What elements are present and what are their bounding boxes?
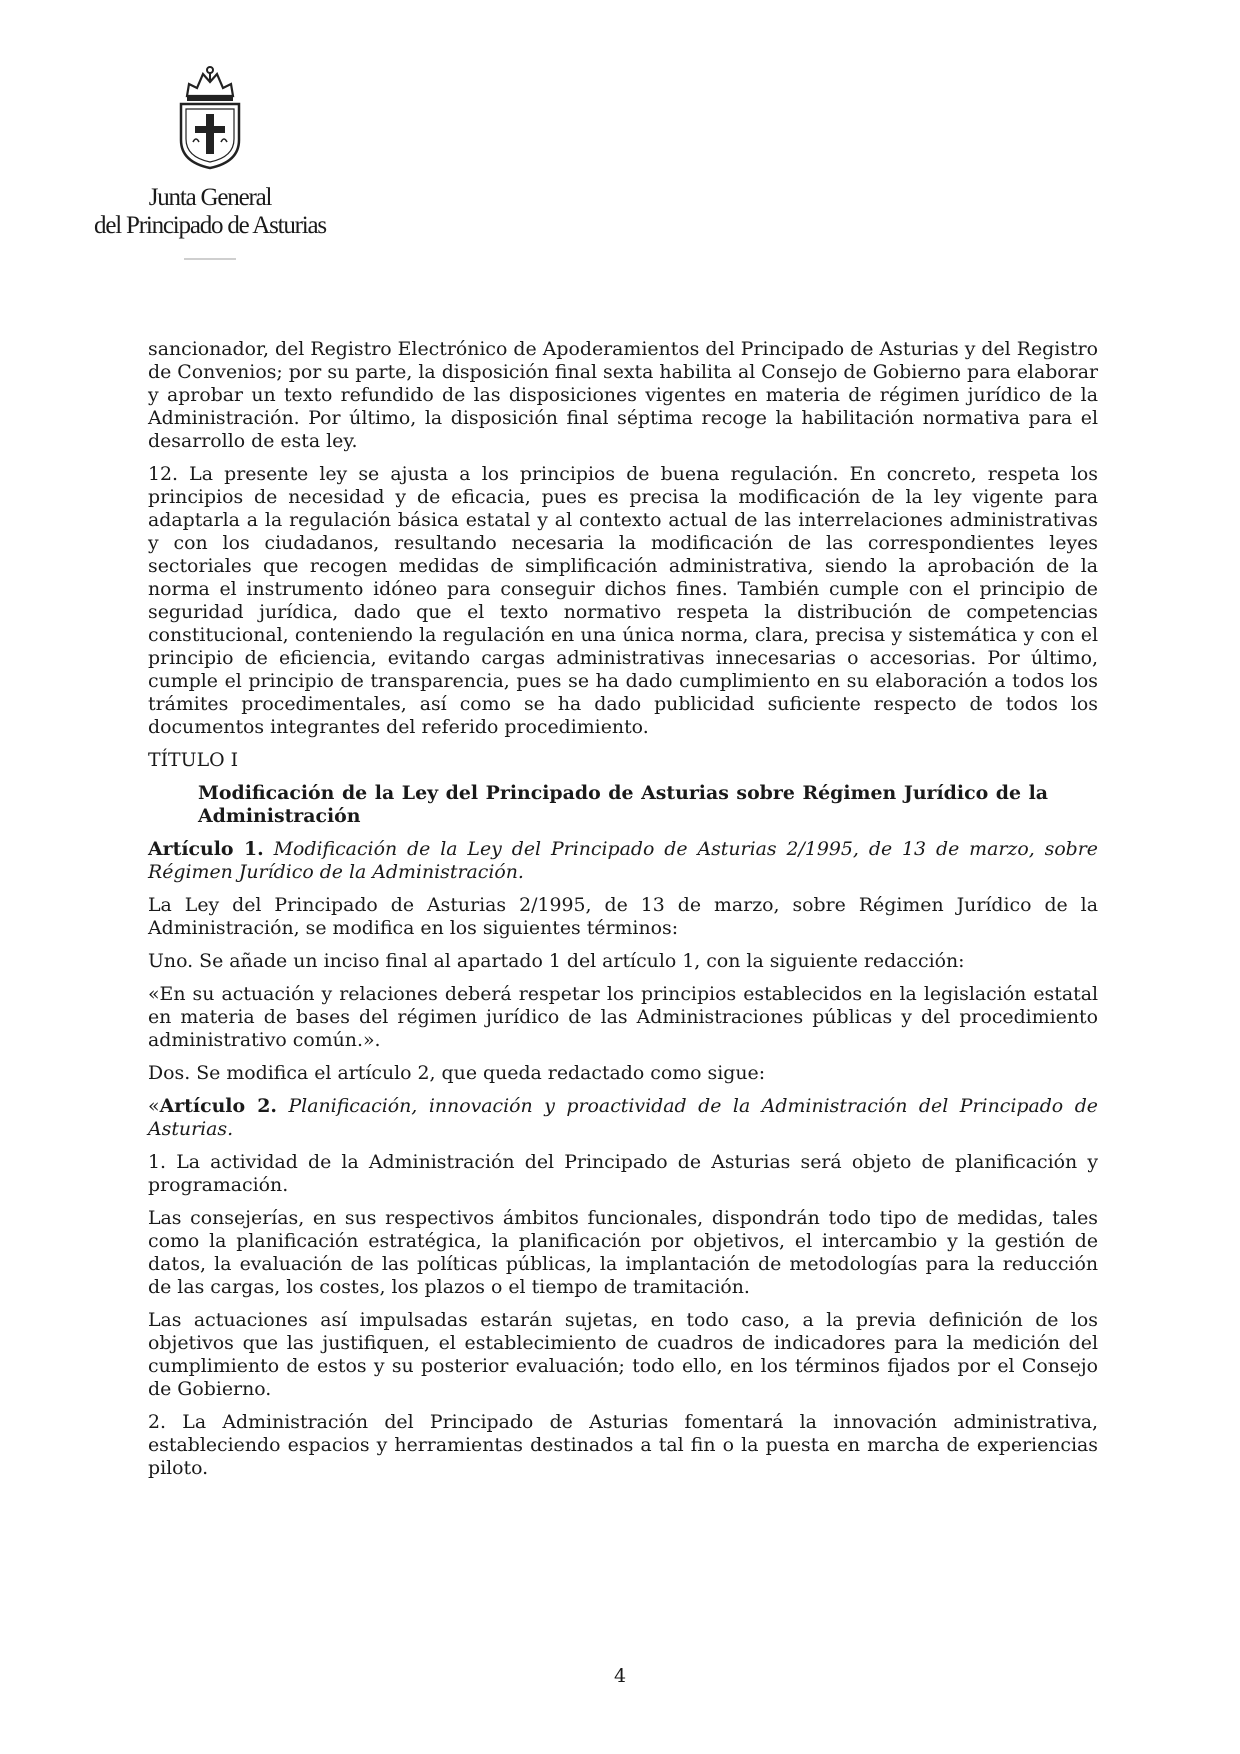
article-1-title: Modificación de la Ley del Principado de Asturias 2/1995, de 13 de marzo, sobre Régimen Jurídico de la Administración. — [148, 838, 1098, 883]
amendment-uno: Uno. Se añade un inciso final al apartado 1 del artículo 1, con la siguiente redacción: — [148, 950, 965, 972]
header-divider — [184, 258, 236, 260]
article-2-paragraph-3: Las actuaciones así impulsadas estarán sujetas, en todo caso, a la previa definición de los objetivos que las justifiquen, el establecimiento de cuadros de indicadores para la medición del cumplimiento de estos y su posterior evaluación; todo ello, en los términos fijados por el Consejo de Gobierno. — [148, 1309, 1098, 1400]
amendment-dos: Dos. Se modifica el artículo 2, que queda redactado como sigue: — [148, 1062, 766, 1084]
article-1-label: Artículo 1. — [148, 838, 264, 860]
article-1-intro: La Ley del Principado de Asturias 2/1995, de 13 de marzo, sobre Régimen Jurídico de la Administración, se modifica en los siguientes términos: — [148, 894, 1098, 939]
article-2-heading — [148, 1095, 1098, 1141]
article-2-label: Artículo 2. — [159, 1095, 277, 1117]
paragraph-continuation: sancionador, del Registro Electrónico de Apoderamientos del Principado de Asturias y del Registro de Convenios; por su parte, la disposición final sexta habilita al Consejo de Gobierno para elaborar y aprobar un texto refundido de las disposiciones vigentes en materia de régimen jurídico de la Administración. Por último, la disposición final séptima recoge la habilitación normativa para el desarrollo de esta ley. — [148, 338, 1098, 452]
org-name-line1: Junta General — [148, 184, 272, 211]
document-header — [80, 62, 340, 260]
article-2-paragraph-1: 1. La actividad de la Administración del Principado de Asturias será objeto de planificación y programación. — [148, 1151, 1098, 1196]
article-2-paragraph-4: 2. La Administración del Principado de Asturias fomentará la innovación administrativa, estableciendo espacios y herramientas destinados a tal fin o la puesta en marcha de experiencias piloto. — [148, 1411, 1098, 1479]
titulo-subheading: Modificación de la Ley del Principado de Asturias sobre Régimen Jurídico de la Administración — [198, 782, 1048, 827]
titulo-heading: TÍTULO I — [148, 749, 239, 771]
coat-of-arms-icon — [165, 62, 255, 172]
article-2-title: Planificación, innovación y proactividad de la Administración del Principado de Asturias. — [148, 1095, 1098, 1140]
article-2-paragraph-2: Las consejerías, en sus respectivos ámbitos funcionales, dispondrán todo tipo de medidas, tales como la planificación estratégica, la planificación por objetivos, el intercambio y la gestión de datos, la evaluación de las políticas públicas, la implantación de metodologías para la reducción de las cargas, los costes, los plazos o el tiempo de tramitación. — [148, 1207, 1098, 1298]
open-quote: « — [148, 1095, 160, 1117]
article-1-heading — [148, 838, 1098, 884]
document-body — [148, 338, 1098, 1490]
paragraph-12: 12. La presente ley se ajusta a los principios de buena regulación. En concreto, respeta los principios de necesidad y de eficacia, pues es precisa la modificación de la ley vigente para adaptarla a la regulación básica estatal y al contexto actual de las interrelaciones administrativas y con los ciudadanos, resultando necesaria la modificación de las correspondientes leyes sectoriales que recogen medidas de simplificación administrativa, siendo la aprobación de la norma el instrumento idóneo para conseguir dichos fines. También cumple con el principio de seguridad jurídica, dado que el texto normativo respeta la distribución de competencias constitucional, conteniendo la regulación en una única norma, clara, precisa y sistemática y con el principio de eficiencia, evitando cargas administrativas innecesarias o accesorias. Por último, cumple el principio de transparencia, pues se ha dado cumplimiento en su elaboración a todos los trámites procedimentales, así como se ha dado publicidad suficiente respecto de todos los documentos integrantes del referido procedimiento. — [148, 463, 1098, 738]
page-number: 4 — [613, 1665, 627, 1687]
org-name-line2: del Principado de Asturias — [94, 212, 326, 239]
amendment-uno-quote: «En su actuación y relaciones deberá respetar los principios establecidos en la legislación estatal en materia de bases del régimen jurídico de las Administraciones públicas y del procedimiento administrativo común.». — [148, 983, 1098, 1051]
